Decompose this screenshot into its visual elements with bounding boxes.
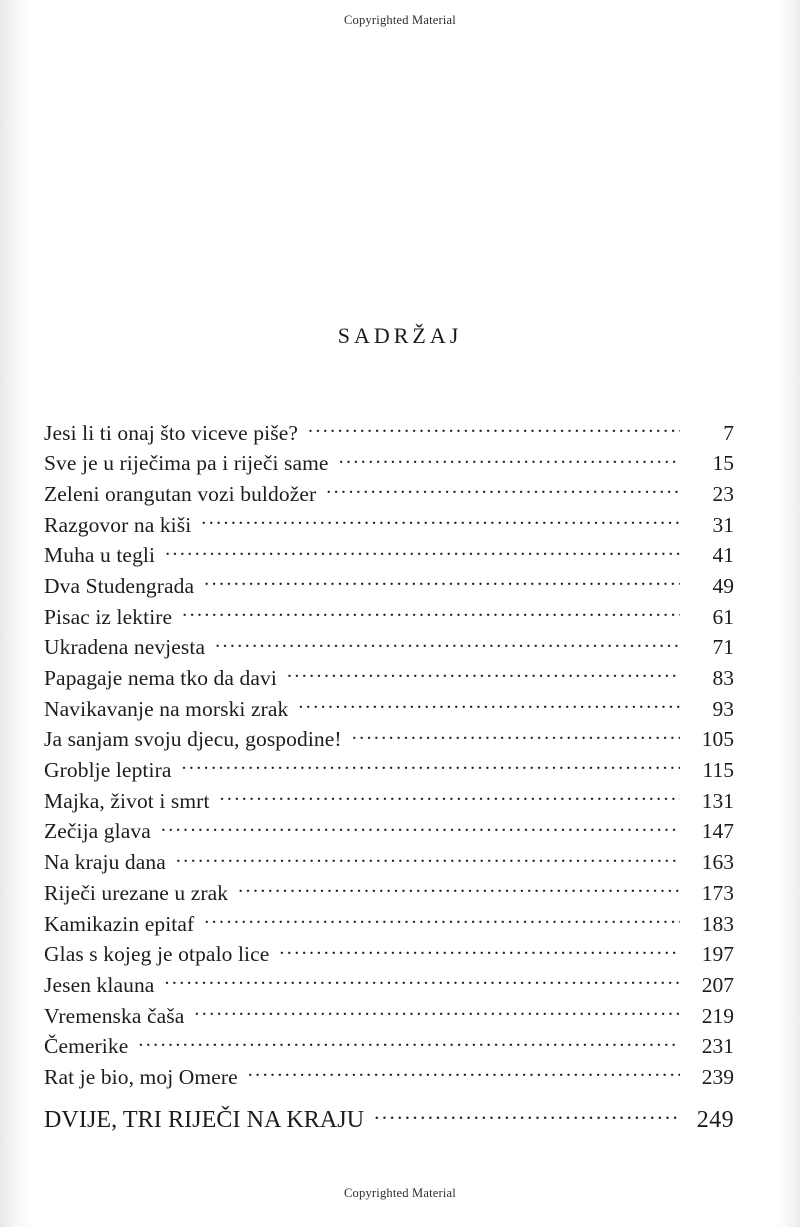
toc-entry[interactable] [44,970,734,1001]
toc-entry[interactable] [44,1001,734,1032]
toc-leader-dots [161,817,680,839]
toc-entry[interactable] [44,725,734,756]
toc-entry-page: 31 [712,512,734,537]
copyright-watermark-top: Copyrighted Material [344,13,456,27]
toc-entry-title: Majka, život i smrt [44,788,210,813]
toc-entry-page: 115 [702,758,734,783]
toc-entry-page: 183 [701,911,734,936]
toc-entry-page: 239 [701,1064,734,1089]
toc-entry-page: 249 [696,1107,734,1134]
toc-leader-dots [220,786,680,808]
toc-entry-title: Jesen klauna [44,972,155,997]
toc-entry[interactable] [44,848,734,879]
page-title-text: SADRŽAJ [337,323,463,348]
toc-entry-title: Jesi li ti onaj što viceve piše? [44,420,298,445]
toc-entry-title: Glas s kojeg je otpalo lice [44,942,270,967]
toc-entry-title: Na kraju dana [44,850,166,875]
toc-entry[interactable] [44,878,734,909]
toc-entry[interactable] [44,602,734,633]
table-of-contents [44,418,734,1134]
toc-entry-page: 61 [712,604,734,629]
toc-entry-page: 105 [701,727,734,752]
toc-entry-title: Ja sanjam svoju djecu, gospodine! [44,727,342,752]
toc-entry-page: 147 [701,819,734,844]
toc-entry-title: Kamikazin epitaf [44,911,195,936]
toc-entry[interactable] [44,694,734,725]
toc-entry[interactable] [44,940,734,971]
toc-leader-dots [326,479,680,501]
toc-entry-page: 131 [701,788,734,813]
toc-entry-page: 23 [712,481,734,506]
toc-entry[interactable] [44,664,734,695]
toc-entry-page: 15 [712,451,734,476]
toc-entry-page: 41 [712,543,734,568]
toc-leader-dots [176,848,680,870]
toc-entry-title: Pisac iz lektire [44,604,173,629]
toc-entry-title: Papagaje nema tko da davi [44,666,277,690]
toc-entry-title: Razgovor na kiši [44,512,192,537]
toc-entry-page: 231 [701,1034,734,1059]
toc-leader-dots [248,1062,680,1084]
toc-entry-page: 207 [701,972,734,997]
toc-entry-title: Zeleni orangutan vozi buldožer [44,481,317,506]
toc-entry-page: 219 [701,1003,734,1028]
copyright-watermark-bottom: Copyrighted Material [344,1186,456,1200]
toc-entry[interactable] [44,1062,734,1093]
toc-entry[interactable] [44,909,734,940]
toc-entry[interactable] [44,479,734,510]
toc-leader-dots [201,510,680,532]
toc-entry-title: DVIJE, TRI RIJEČI NA KRAJU [44,1107,365,1134]
toc-leader-dots [181,756,680,778]
toc-entry[interactable] [44,418,734,449]
toc-entry-page: 7 [723,420,734,445]
toc-entry-page: 71 [712,635,734,660]
toc-leader-dots [298,694,680,716]
toc-entry-title: Rat je bio, moj Omere [44,1064,238,1089]
toc-leader-dots [194,1001,680,1023]
toc-entry-title: Navikavanje na morski zrak [44,696,289,721]
toc-leader-dots [374,1103,680,1127]
toc-entry[interactable] [44,633,734,664]
toc-leader-dots [287,664,680,686]
toc-leader-dots [204,571,680,593]
toc-entry[interactable] [44,756,734,787]
toc-leader-dots [215,633,680,655]
toc-entry[interactable] [44,541,734,572]
toc-entry-page: 163 [701,850,734,875]
toc-entry-page: 49 [712,573,734,598]
toc-entry-page: 197 [701,942,734,967]
toc-entry[interactable] [44,510,734,541]
toc-leader-dots [279,940,680,962]
toc-leader-dots [182,602,680,624]
toc-entry[interactable] [44,817,734,848]
toc-entry-closing[interactable] [44,1103,734,1134]
toc-entry-title: Zečija glava [44,819,151,844]
toc-leader-dots [238,878,680,900]
toc-entry-title: Sve je u riječima pa i riječi same [44,451,329,476]
toc-entry[interactable] [44,786,734,817]
toc-leader-dots [164,970,680,992]
toc-entry-title: Riječi urezane u zrak [44,880,229,905]
toc-entry-title: Čemerike [44,1034,129,1059]
toc-entry-title: Groblje leptira [44,758,172,783]
toc-entry-title: Ukradena nevjesta [44,635,206,660]
toc-entry-page: 173 [701,880,734,905]
toc-entry[interactable] [44,1032,734,1063]
toc-entry-page: 83 [712,666,734,690]
toc-entry-title: Vremenska čaša [44,1003,185,1028]
toc-entry-page: 93 [712,696,734,721]
toc-entry[interactable] [44,449,734,480]
toc-leader-dots [204,909,680,931]
toc-entry[interactable] [44,571,734,602]
toc-entry-title: Muha u tegli [44,543,156,568]
toc-leader-dots [352,725,680,747]
page-title [0,318,800,351]
toc-entry-title: Dva Studengrada [44,573,195,598]
toc-leader-dots [339,449,680,471]
toc-leader-dots [308,418,680,440]
toc-leader-dots [138,1032,680,1054]
toc-leader-dots [165,541,680,563]
